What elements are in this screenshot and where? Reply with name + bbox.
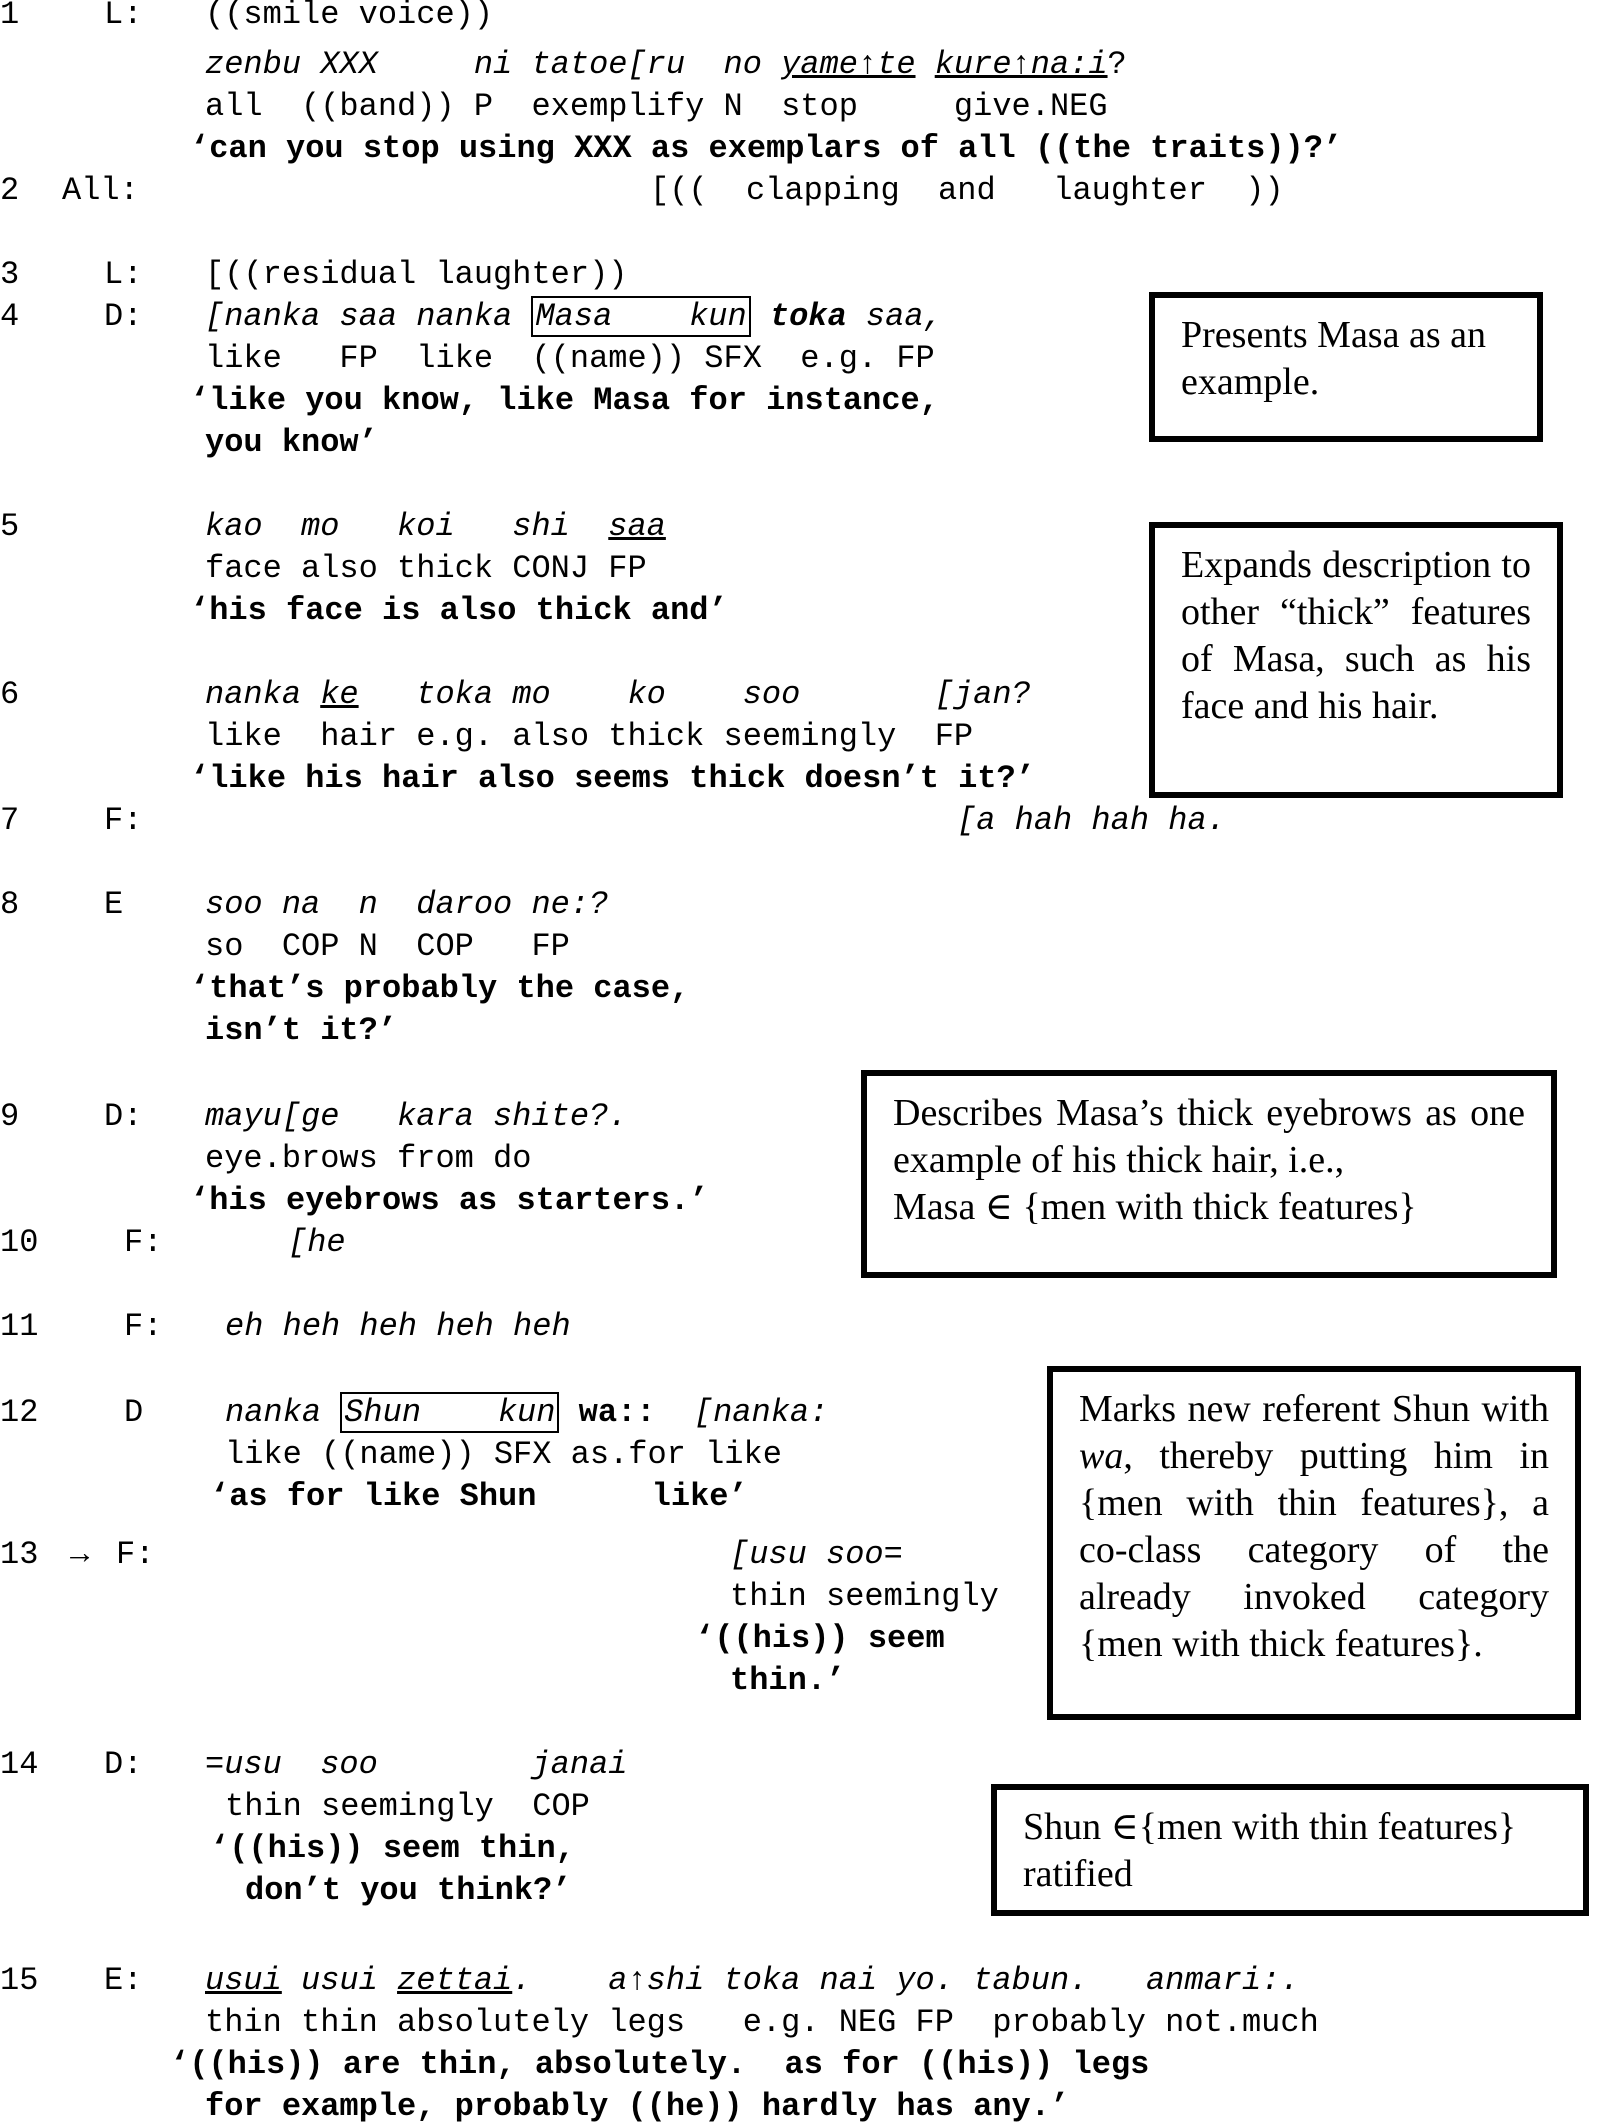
annotation-box [1149, 292, 1543, 442]
transcript-text: ((smile voice)) [205, 0, 494, 33]
japanese-line [225, 1392, 828, 1434]
transcript-text: eh heh heh heh heh [225, 1308, 571, 1345]
line-number: 1 [0, 0, 20, 33]
translation-line: isn’t it?’ [205, 1012, 398, 1049]
word: nanka [225, 1394, 341, 1431]
annotation-box [991, 1784, 1589, 1916]
word: zenbu XXX [205, 46, 378, 83]
gloss-line: thin thin absolutely legs e.g. NEG FP probably not.much [205, 2004, 1319, 2041]
speaker-label: L: [104, 256, 143, 293]
name-box: Masa kun [531, 296, 750, 337]
annotation-text: Describes Masa’s thick eyebrows as one example of his thick hair, i.e., [893, 1092, 1525, 1181]
word: saa, [846, 298, 943, 335]
japanese-line: mayu[ge kara shite?. [205, 1098, 628, 1135]
gloss-line: like hair e.g. also thick seemingly FP [205, 718, 974, 755]
speaker-label: L: [104, 0, 143, 33]
line-number: 11 [0, 1308, 39, 1345]
annotation-text: , thereby putting him in {men with thin features}, a co-class category of the already invoked category {men with thick features}. [1079, 1435, 1549, 1665]
japanese-line [205, 296, 943, 338]
transcript-text: [a hah hah ha. [957, 802, 1226, 839]
japanese-line: soo na n daroo ne:? [205, 886, 609, 923]
line-number: 15 [0, 1962, 39, 1999]
translation-line: ‘his eyebrows as starters.’ [190, 1182, 709, 1219]
name-box: Shun kun [340, 1392, 559, 1433]
word: ke [320, 676, 359, 713]
word: nanka [205, 676, 321, 713]
japanese-line [205, 1960, 1300, 2002]
gloss-line: thin seemingly [730, 1578, 999, 1615]
speaker-label: D: [104, 1746, 143, 1783]
transcript-text: [(( clapping and laughter )) [650, 172, 1284, 209]
japanese-line [205, 674, 1031, 716]
word: [nanka: [655, 1394, 829, 1431]
word: kao mo koi shi [205, 508, 609, 545]
translation-line: ‘like his hair also seems thick doesn’t it?’ [190, 760, 1035, 797]
annotation-text: wa [1079, 1435, 1124, 1477]
word: saa [608, 508, 666, 545]
annotation-box [1047, 1366, 1581, 1720]
speaker-label: D: [104, 298, 143, 335]
line-number: 4 [0, 298, 20, 335]
speaker-label: D [124, 1394, 144, 1431]
word: [nanka saa nanka [205, 298, 532, 335]
gloss-line: like FP like ((name)) SFX e.g. FP [205, 340, 935, 377]
word: usui [281, 1962, 398, 1999]
translation-line: ‘((his)) seem thin, [210, 1830, 575, 1867]
translation-line: ‘his face is also thick and’ [190, 592, 728, 629]
speaker-label: D: [104, 1098, 143, 1135]
gloss-line: face also thick CONJ FP [205, 550, 647, 587]
annotation-text: Shun ∈{men with thin features} [1023, 1806, 1517, 1848]
arrow-icon: → [70, 1536, 90, 1573]
word: no [723, 46, 762, 83]
line-number: 3 [0, 256, 20, 293]
line-number: 7 [0, 802, 20, 839]
annotation-text: Marks new referent Shun with [1079, 1388, 1549, 1430]
line-number: 12 [0, 1394, 39, 1431]
gloss-line: thin seemingly COP [225, 1788, 590, 1825]
annotation-box [861, 1070, 1557, 1278]
word: usui [205, 1962, 282, 1999]
line-number: 2 [0, 172, 20, 209]
speaker-label: E: [104, 1962, 143, 1999]
word: toka mo ko soo [jan? [358, 676, 1031, 713]
annotation-text: Masa ∈ {men with thick features} [893, 1186, 1417, 1228]
word: zettai [397, 1962, 513, 1999]
speaker-label: E [104, 886, 124, 923]
line-number: 9 [0, 1098, 20, 1135]
speaker-label: F: [116, 1536, 155, 1573]
translation-line: thin.’ [730, 1662, 846, 1699]
japanese-line: =usu soo janai [205, 1746, 628, 1783]
word: kure↑na:i [934, 46, 1108, 83]
word: yame↑te [781, 46, 916, 83]
speaker-label: F: [124, 1224, 163, 1261]
gloss-line: like ((name)) SFX as.for like [225, 1436, 782, 1473]
word: ? [1107, 46, 1127, 83]
annotation-text: ratified [1023, 1853, 1133, 1895]
transcript-text: [he [288, 1224, 346, 1261]
word: toka [769, 298, 847, 335]
japanese-line [205, 44, 1127, 86]
word: ni tatoe[ru [473, 46, 686, 83]
word: wa:: [578, 1394, 656, 1431]
translation-line: you know’ [205, 424, 378, 461]
transcript-text: [((residual laughter)) [205, 256, 628, 293]
line-number: 5 [0, 508, 20, 545]
translation-line: ‘((his)) seem [695, 1620, 945, 1657]
japanese-line: [usu soo= [730, 1536, 903, 1573]
translation-line: ‘as for like Shun like’ [210, 1478, 748, 1515]
annotation-box [1149, 522, 1563, 798]
annotation-text: Presents Masa as an example. [1181, 314, 1486, 403]
word: . a↑shi toka nai yo. tabun. anmari:. [512, 1962, 1300, 1999]
translation-line: ‘((his)) are thin, absolutely. as for ((his)) legs [170, 2046, 1150, 2083]
gloss-line: all ((band)) P exemplify N stop give.NEG [205, 88, 1108, 125]
translation-line: for example, probably ((he)) hardly has any.’ [205, 2088, 1070, 2125]
translation-line: ‘can you stop using XXX as exemplars of all ((the traits))?’ [190, 130, 1343, 167]
translation-line: ‘that’s probably the case, [190, 970, 690, 1007]
line-number: 10 [0, 1224, 39, 1261]
speaker-label: F: [104, 802, 143, 839]
line-number: 8 [0, 886, 20, 923]
gloss-line: so COP N COP FP [205, 928, 570, 965]
speaker-label: All: [62, 172, 139, 209]
line-number: 6 [0, 676, 20, 713]
line-number: 13 [0, 1536, 39, 1573]
translation-line: ‘like you know, like Masa for instance, [190, 382, 939, 419]
gloss-line: eye.brows from do [205, 1140, 532, 1177]
line-number: 14 [0, 1746, 39, 1783]
japanese-line [205, 506, 666, 548]
speaker-label: F: [124, 1308, 163, 1345]
translation-line: don’t you think?’ [245, 1872, 572, 1909]
annotation-text: Expands description to other “thick” features of Masa, such as his face and his hair. [1181, 544, 1531, 727]
